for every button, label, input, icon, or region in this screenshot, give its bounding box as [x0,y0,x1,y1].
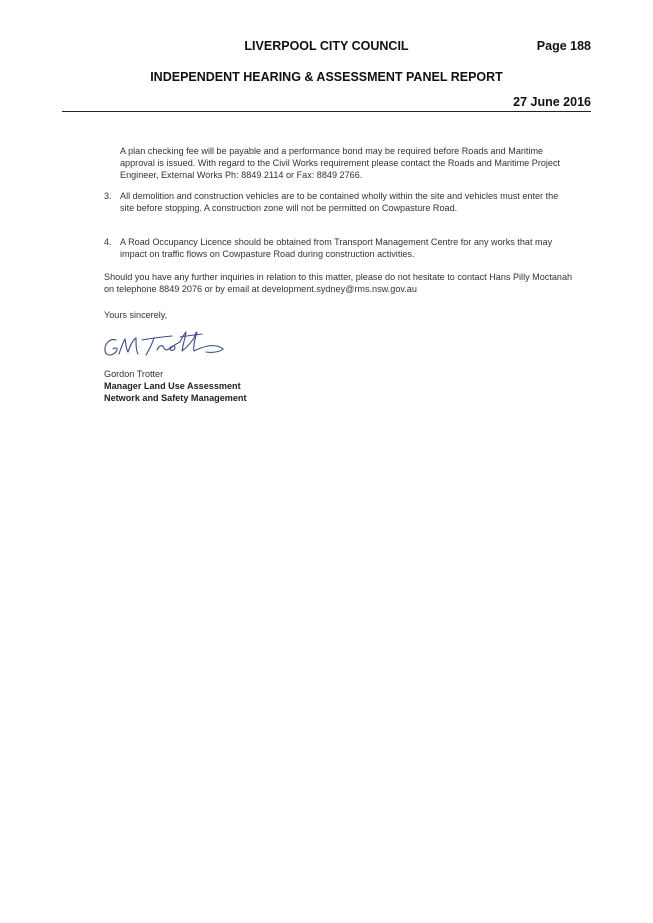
signatory-title: Manager Land Use Assessment [104,381,241,391]
signatory-name: Gordon Trotter [104,369,164,379]
list-item-text: All demolition and construction vehicles are to be contained wholly within the site and vehicles must enter the site before stopping. A construction zone will not be permitted on Cowpasture Road. [120,191,559,214]
fee-paragraph: A plan checking fee will be payable and a performance bond may be required before Roads and Maritime approval is issued. With regard to the Civil Works requirement please contact the Roads and Maritime Project Engineer, External Works Ph: 8849 2114 or Fax: 8849 2766. [120,146,561,181]
signature-stroke [142,336,172,355]
signatory-department: Network and Safety Management [104,393,247,403]
closing-line: Yours sincerely, [104,310,168,320]
list-item-number: 3. [104,191,112,201]
signature-stroke [105,340,117,355]
header-rule [62,111,591,112]
page-number: Page 188 [536,39,591,53]
signature-stroke [157,332,223,352]
handwritten-signature [102,328,232,362]
list-item-number: 4. [104,237,112,247]
list-item-text: A Road Occupancy Licence should be obtained from Transport Management Centre for any works that may impact on traffic flows on Cowpasture Road during construction activities. [120,237,553,260]
signature-stroke [119,338,138,354]
report-date: 27 June 2016 [513,95,591,109]
council-name: LIVERPOOL CITY COUNCIL [244,39,409,53]
report-title: INDEPENDENT HEARING & ASSESSMENT PANEL REPORT [150,70,503,84]
inquiries-paragraph: Should you have any further inquiries in relation to this matter, please do not hesitate to contact Hans Pilly Moctanah on telephone 8849 2076 or by email at development.sydney@rms.nsw.gov.au [104,272,573,295]
